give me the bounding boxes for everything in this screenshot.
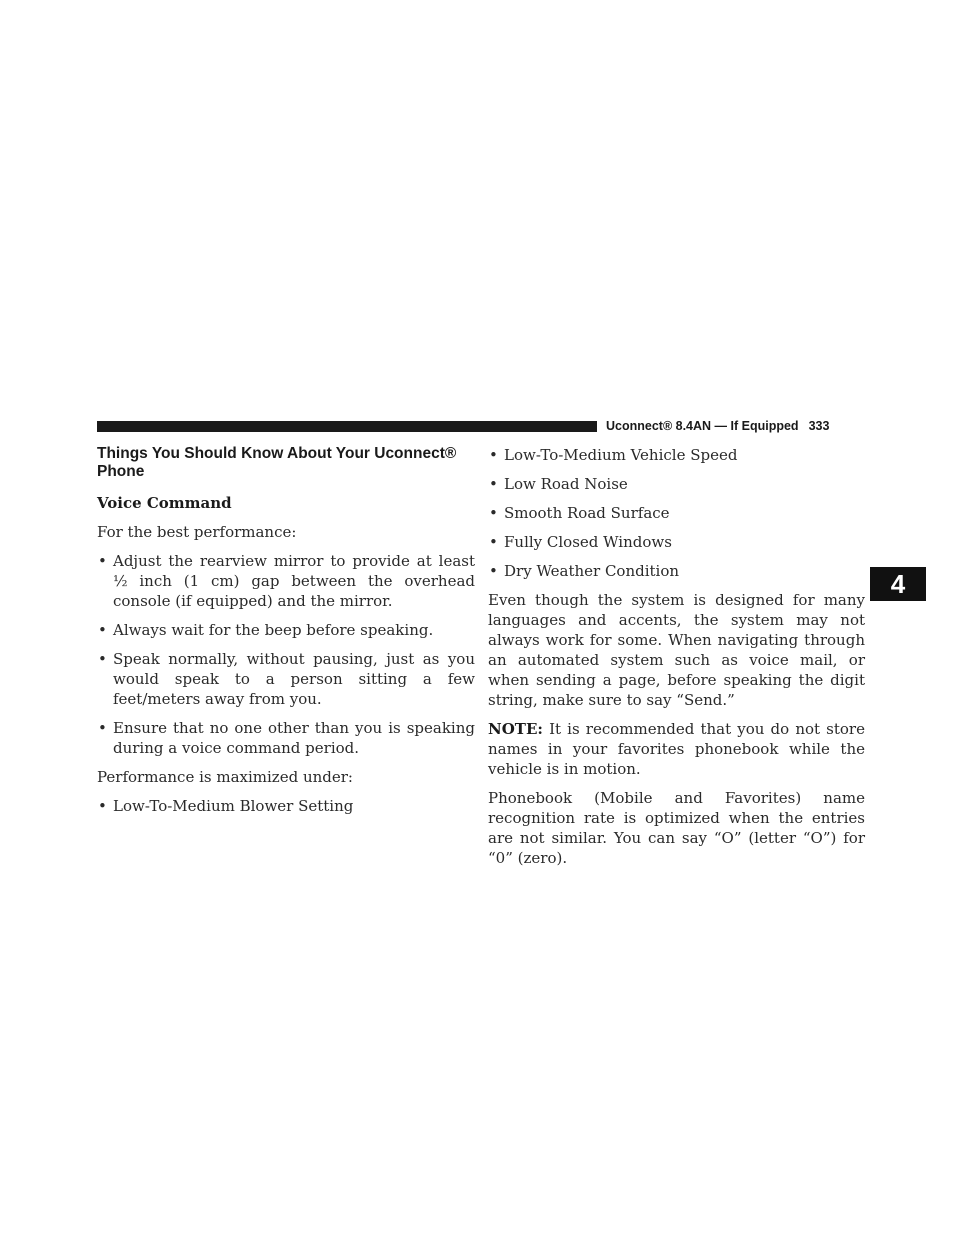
bullet-icon: •	[98, 650, 107, 668]
list-item-text: Low-To-Medium Vehicle Speed	[504, 446, 738, 464]
list-item-text: Low Road Noise	[504, 475, 628, 493]
right-column	[488, 445, 865, 877]
bullet-icon: •	[489, 562, 498, 580]
list-item	[488, 532, 865, 552]
list-item-text: Low-To-Medium Blower Setting	[113, 797, 354, 815]
performance-list-right	[488, 445, 865, 581]
list-item-text: Fully Closed Windows	[504, 533, 672, 551]
list-item	[97, 796, 475, 816]
bullet-icon: •	[489, 446, 498, 464]
chapter-tab: 4	[870, 567, 926, 601]
page-number: 333	[808, 419, 830, 433]
list-item-text: Ensure that no one other than you is speaking during a voice command period.	[113, 719, 475, 757]
list-item	[488, 503, 865, 523]
bullet-icon: •	[489, 475, 498, 493]
list-item-text: Dry Weather Condition	[504, 562, 680, 580]
list-item-text: Always wait for the beep before speaking.	[113, 621, 434, 639]
list-item	[97, 649, 475, 709]
header-rule	[97, 421, 597, 432]
list-item	[97, 620, 475, 640]
bullet-icon: •	[98, 621, 107, 639]
languages-paragraph: Even though the system is designed for many languages and accents, the system may not always work for some. When navigating through an automated system such as voice mail, or when sending a page, before speaking the digit string, make sure to say “Send.”	[488, 591, 865, 709]
bullet-icon: •	[98, 797, 107, 815]
list-item-text: Adjust the rearview mirror to provide at least ½ inch (1 cm) gap between the overhead console (if equipped) and the mirror.	[113, 552, 475, 610]
list-item	[97, 718, 475, 758]
running-header	[606, 419, 829, 433]
phonebook-paragraph: Phonebook (Mobile and Favorites) name recognition rate is optimized when the entries are not similar. You can say “O” (letter “O”) for “0” (zero).	[488, 789, 865, 867]
intro-text: For the best performance:	[97, 523, 297, 541]
left-column	[97, 445, 475, 825]
tips-list	[97, 551, 475, 758]
running-title: Uconnect® 8.4AN — If Equipped	[606, 419, 799, 433]
performance-list-left	[97, 796, 475, 816]
bullet-icon: •	[489, 533, 498, 551]
note-label: NOTE:	[488, 720, 543, 738]
list-item	[488, 445, 865, 465]
list-item-text: Smooth Road Surface	[504, 504, 670, 522]
subheading-voice-command: Voice Command	[97, 494, 232, 512]
section-title: Things You Should Know About Your Uconnect® Phone	[97, 445, 457, 480]
list-item	[488, 474, 865, 494]
list-item-text: Speak normally, without pausing, just as you would speak to a person sitting a few feet/meters away from you.	[113, 650, 475, 708]
bullet-icon: •	[489, 504, 498, 522]
bullet-icon: •	[98, 719, 107, 737]
note-paragraph	[488, 719, 865, 779]
note-text: It is recommended that you do not store names in your favorites phonebook while the vehicle is in motion.	[488, 720, 865, 778]
list-item	[97, 551, 475, 611]
list-item	[488, 561, 865, 581]
performance-intro: Performance is maximized under:	[97, 768, 353, 786]
bullet-icon: •	[98, 552, 107, 570]
